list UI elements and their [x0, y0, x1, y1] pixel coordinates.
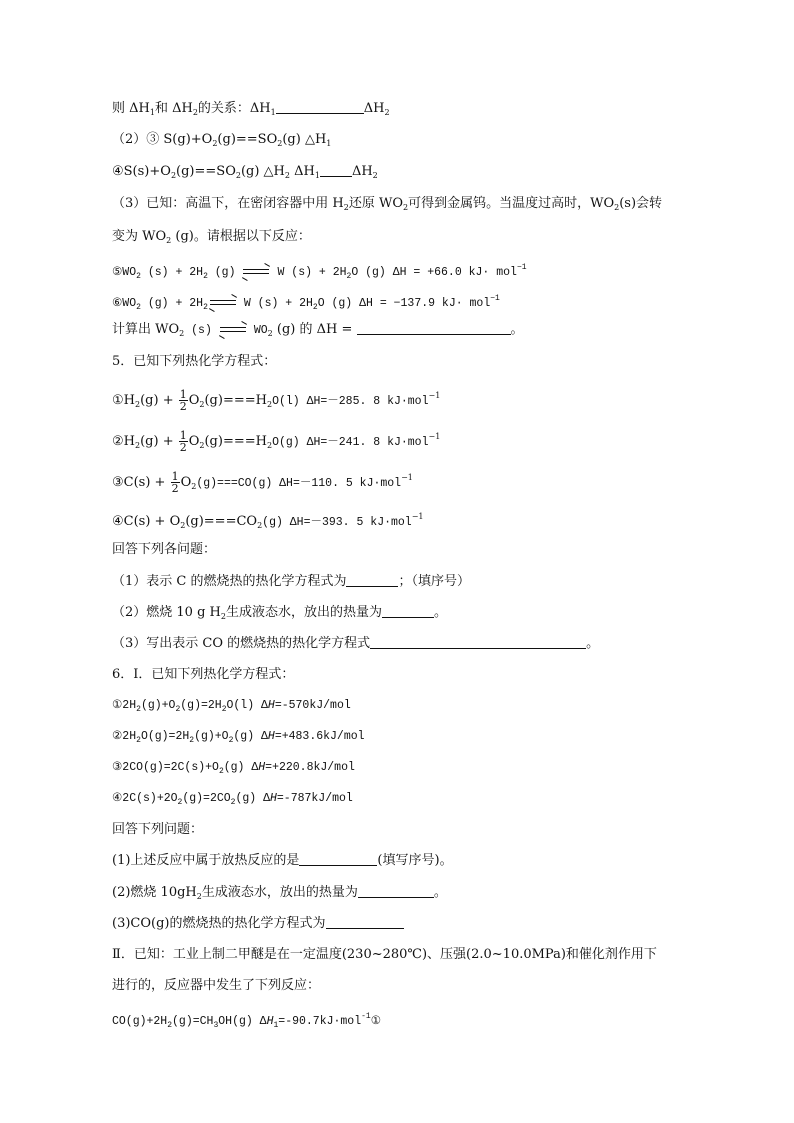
subscript: 2	[212, 139, 218, 148]
text: ④C(s) + O	[112, 514, 181, 529]
subscript: 2	[614, 203, 620, 212]
text: ΔH	[351, 164, 373, 179]
subscript: 2	[136, 303, 141, 312]
text: (3)CO(g)的燃烧热的热化学方程式为	[112, 916, 326, 931]
question-6-title	[112, 666, 294, 684]
subscript: 2	[135, 400, 141, 409]
text: 变为 WO	[112, 229, 167, 244]
subscript: 2	[175, 705, 181, 714]
answer-prompt	[112, 541, 216, 559]
text: (g)=2CO	[182, 792, 231, 805]
superscript: −1	[428, 432, 441, 441]
text: 回答下列各问题：	[112, 542, 217, 557]
superscript: -1	[361, 1012, 371, 1021]
equilibrium-arrow-icon	[210, 299, 236, 307]
text: O (g) ΔH = +66.0 kJ· mol	[351, 266, 517, 279]
text: (g) ΔH=－393. 5 kJ·mol	[262, 516, 412, 529]
subscript: 2	[384, 108, 390, 117]
subscript: 2	[179, 329, 185, 338]
subscript: 2	[230, 798, 236, 807]
text: (1)上述反应中属于放热反应的是	[112, 853, 300, 868]
text: 5．已知下列热化学方程式：	[112, 354, 277, 369]
subscript: 1	[326, 139, 332, 148]
part-2-intro-cont	[112, 977, 320, 995]
subscript: 2	[228, 736, 234, 745]
subscript: 1	[273, 1021, 279, 1030]
equation-q5-4	[112, 508, 424, 535]
text: ΔH	[363, 101, 385, 116]
subscript: 2	[177, 798, 183, 807]
equation-q5-2	[112, 428, 440, 455]
text: (g) + 2H	[140, 297, 204, 310]
text: （3）已知：高温下，在密闭容器中用 H	[112, 196, 344, 211]
subscript: 2	[170, 171, 177, 180]
subscript: 2	[203, 303, 208, 312]
fraction: $\frac{1}{2}$	[179, 388, 187, 413]
text: O(l) ΔH=－285. 8 kJ·mol	[272, 395, 429, 408]
text: WO	[253, 324, 268, 337]
text: H	[266, 1015, 274, 1028]
text: (g)+O	[194, 730, 229, 743]
superscript: −1	[401, 473, 413, 482]
text: (s) + 2H	[140, 266, 204, 279]
text: 的关系：ΔH	[197, 101, 271, 116]
equation-4	[112, 163, 378, 185]
subscript: 2	[192, 108, 198, 117]
q6-sub-1	[112, 852, 453, 870]
text: ④S(s)+O	[112, 164, 171, 179]
equation-q6-2	[112, 728, 365, 750]
text: 和 ΔH	[154, 101, 193, 116]
superscript: −1	[490, 294, 500, 303]
equation-q6-3	[112, 759, 355, 781]
text: ③2CO(g)=2C(s)+O	[112, 761, 219, 774]
text: H	[269, 792, 277, 805]
answer-blank[interactable]	[370, 636, 586, 649]
subscript: 2	[346, 272, 352, 281]
subscript: 3	[213, 1021, 219, 1030]
text: (g)==SO	[217, 132, 278, 147]
subscript: 2	[136, 736, 141, 745]
text: 。	[586, 636, 600, 651]
subscript: 2	[235, 171, 241, 180]
text: ④2C(s)+2O	[112, 792, 178, 805]
question-5-title	[112, 353, 276, 371]
text: （2）③ S(g)+O	[112, 132, 213, 147]
text: (g)===CO	[185, 514, 258, 529]
equilibrium-arrow-icon	[220, 326, 246, 334]
answer-blank[interactable]	[346, 574, 398, 587]
text: 还原 WO	[348, 196, 403, 211]
text: (g)+O	[140, 699, 176, 712]
text: （3）写出表示 CO 的燃烧热的热化学方程式	[112, 636, 371, 651]
subscript: 1	[149, 108, 155, 117]
text: 。	[433, 605, 447, 620]
text: O (g) ΔH = −137.9 kJ· mol	[317, 297, 491, 310]
text: (g) 的 ΔH =	[272, 322, 353, 337]
subscript: 2	[166, 236, 172, 245]
text: Ⅱ．已知：工业上制二甲醚是在一定温度(230~280℃)、压强(2.0~10.0MPa)和催化剂作用下	[112, 947, 657, 962]
text: (g) +	[140, 393, 178, 408]
equation-q5-1	[112, 387, 440, 414]
text: O	[188, 393, 200, 408]
text: （2）燃烧 10 g H	[112, 605, 221, 620]
text: H	[258, 761, 266, 774]
text: ①2H	[112, 699, 137, 712]
text: (g) Δ	[223, 761, 259, 774]
q5-sub-1	[112, 573, 470, 591]
subscript: 2	[221, 705, 227, 714]
text: OH(g) Δ	[218, 1015, 267, 1028]
text: W (s) + 2H	[243, 297, 313, 310]
answer-blank[interactable]	[320, 164, 352, 177]
q5-sub-3	[112, 635, 599, 653]
text: (g)===H	[204, 434, 267, 449]
text: H	[267, 699, 275, 712]
equation-6	[112, 290, 500, 317]
text: ⑥WO	[112, 297, 137, 310]
text: ③C(s) +	[112, 475, 170, 490]
text: =-570kJ/mol	[274, 699, 351, 712]
text: O(l) Δ	[226, 699, 268, 712]
superscript: −1	[428, 391, 441, 400]
fraction: $\frac{1}{2}$	[171, 470, 179, 495]
text: (g)==SO	[176, 164, 236, 179]
subscript: 2	[266, 400, 273, 409]
subscript: 2	[203, 272, 208, 281]
subscript: 2	[191, 482, 197, 491]
equation-5	[112, 259, 527, 286]
text: W (s) + 2H	[277, 266, 347, 279]
text: ΔH	[289, 164, 315, 179]
q5-sub-2	[112, 604, 447, 626]
text: ⑤WO	[112, 266, 137, 279]
answer-prompt-2	[112, 821, 203, 839]
subscript: 2	[277, 139, 283, 148]
subscript: 2	[266, 441, 273, 450]
text: (g)=CH	[172, 1015, 214, 1028]
subscript: 2	[189, 736, 195, 745]
answer-blank[interactable]	[276, 101, 364, 114]
text: O(g) ΔH=－241. 8 kJ·mol	[272, 436, 429, 449]
subscript: 2	[199, 441, 205, 450]
text: (g) Δ	[233, 730, 268, 743]
text: H	[267, 730, 275, 743]
text: （1）表示 C 的燃烧热的热化学方程式为	[112, 574, 347, 589]
answer-blank[interactable]	[357, 322, 511, 335]
text: 计算出 WO	[112, 322, 180, 337]
text: 生成液态水，放出的热量为	[225, 605, 382, 620]
text: =+220.8kJ/mol	[265, 761, 355, 774]
text: 生成液态水，放出的热量为	[201, 885, 358, 900]
text: (g)===H	[204, 393, 267, 408]
text: (s)	[184, 324, 212, 337]
answer-blank[interactable]	[326, 916, 404, 929]
text: (2)燃烧 10gH	[112, 885, 197, 900]
subscript: 2	[136, 272, 141, 281]
text: ①H	[112, 393, 135, 408]
subscript: 2	[180, 521, 186, 530]
text: (s)会转	[619, 196, 663, 211]
text: (g)。请根据以下反应：	[171, 229, 311, 244]
text: =-90.7kJ·mol	[278, 1015, 362, 1028]
equation-q5-3	[112, 469, 413, 496]
calc-delta-h	[112, 321, 524, 343]
text: ①	[370, 1015, 382, 1028]
text: (g) △H	[240, 164, 285, 179]
subscript: 2	[257, 521, 263, 530]
text: O	[188, 434, 200, 449]
subscript: 2	[199, 400, 205, 409]
text: 。	[433, 885, 447, 900]
text: 可得到金属钨。当温度过高时，WO	[408, 196, 615, 211]
subscript: 2	[284, 171, 290, 180]
answer-blank[interactable]	[299, 853, 377, 866]
text: 。	[510, 322, 524, 337]
equation-q6-1	[112, 697, 351, 719]
equation-3	[112, 131, 331, 153]
text: 进行的，反应器中发生了下列反应：	[112, 978, 321, 993]
subscript: 1	[270, 108, 276, 117]
fraction: $\frac{1}{2}$	[179, 429, 187, 454]
subscript: 2	[312, 303, 318, 312]
subscript: 2	[135, 441, 141, 450]
text: (g)	[207, 266, 236, 279]
text: ；（填序号）	[398, 574, 470, 589]
subscript: 2	[372, 171, 378, 180]
text: (g) Δ	[235, 792, 270, 805]
text: ②2H	[112, 730, 137, 743]
subscript: 1	[314, 171, 320, 180]
subscript: 2	[343, 203, 349, 212]
equilibrium-arrow-icon	[243, 268, 269, 276]
answer-blank[interactable]	[358, 885, 434, 898]
text: (g) +	[140, 434, 178, 449]
answer-blank[interactable]	[382, 605, 434, 618]
text: O	[180, 475, 192, 490]
text: (g)=2H	[180, 699, 222, 712]
text: (g) △H	[282, 132, 327, 147]
text: =-787kJ/mol	[276, 792, 353, 805]
text: (填写序号)。	[377, 853, 453, 868]
text: CO(g)+2H	[112, 1015, 168, 1028]
subscript: 2	[403, 203, 409, 212]
superscript: −1	[411, 512, 424, 521]
relation-line-1	[112, 100, 390, 122]
subscript: 2	[220, 612, 226, 621]
text: (g)===CO(g) ΔH=－110. 5 kJ·mol	[196, 477, 402, 490]
text: =+483.6kJ/mol	[274, 730, 365, 743]
part-2-intro	[112, 946, 657, 964]
subscript: 2	[136, 705, 141, 714]
q6-sub-2	[112, 884, 447, 906]
subscript: 2	[196, 892, 202, 901]
equation-part2-1	[112, 1008, 381, 1035]
text: ②H	[112, 434, 135, 449]
question-3-intro-cont	[112, 228, 311, 250]
text: 则 ΔH	[112, 101, 150, 116]
text: O(g)=2H	[140, 730, 190, 743]
question-3-intro	[112, 195, 662, 217]
subscript: 2	[267, 329, 273, 338]
equation-q6-4	[112, 790, 353, 812]
q6-sub-3	[112, 915, 404, 933]
text: 回答下列问题：	[112, 822, 204, 837]
superscript: −1	[516, 263, 527, 272]
subscript: 2	[167, 1021, 173, 1030]
text: 6．Ⅰ．已知下列热化学方程式：	[112, 667, 295, 682]
subscript: 2	[218, 767, 224, 776]
